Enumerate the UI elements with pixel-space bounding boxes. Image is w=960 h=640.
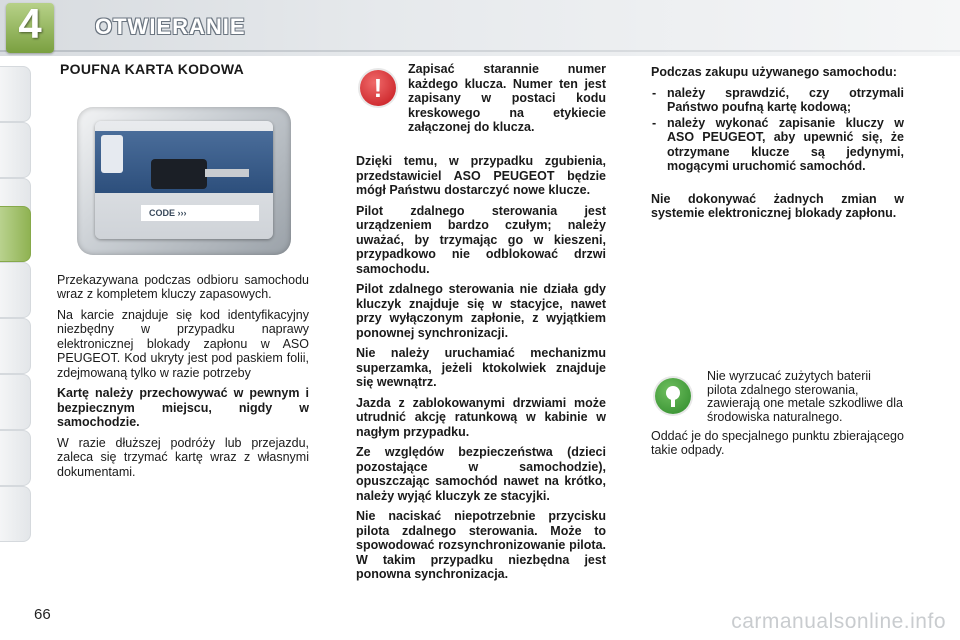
page-header	[0, 0, 960, 56]
paragraph: Nie należy uruchamiać mechanizmu superzamka, jeżeli ktokolwiek znajduje się wewnątrz.	[356, 346, 606, 389]
key-fob-icon	[151, 159, 207, 189]
note-text: Nie dokonywać żadnych zmian w systemie elektronicznej blokady zapłonu.	[651, 191, 904, 220]
environment-note	[651, 370, 904, 457]
list-item: - należy wykonać zapisanie kluczy w ASO PEUGEOT, aby upewnić się, że otrzymane klucze są jedynymi, mogącymi uruchomić samochód.	[651, 116, 904, 174]
page-number: 66	[34, 606, 51, 623]
paragraph: Nie naciskać niepotrzebnie przycisku pilota zdalnego sterowania. Może to spowodować rozsynchronizowanie pilota. W takim przypadku niezbędna jest ponowna synchronizacja.	[356, 509, 606, 581]
chapter-tab-6[interactable]	[0, 318, 31, 374]
chapter-tab-8[interactable]	[0, 430, 31, 486]
column-right	[651, 62, 904, 227]
intro-text: Podczas zakupu używanego samochodu:	[651, 65, 897, 79]
chapter-tab-2[interactable]	[0, 122, 31, 178]
chapter-title: OTWIERANIE	[95, 14, 246, 39]
warning-text: Zapisać starannie numer każdego klucza. Numer ten jest zapisany w postaci kodu kreskowego na etykiecie załączonej do klucza.	[408, 62, 606, 134]
warning-block	[356, 62, 606, 140]
paragraph: Dzięki temu, w przypadku zgubienia, przedstawiciel ASO PEUGEOT będzie mógł Państwu dostarczyć nowe klucze.	[356, 154, 606, 197]
code-card	[95, 121, 273, 239]
paragraph: Pilot zdalnego sterowania nie działa gdy kluczyk znajduje się w stacyjce, nawet przy wyłączonym zapłonie, z wyjątkiem ponownej synchronizacji.	[356, 282, 606, 340]
paragraph: Ze względów bezpieczeństwa (dzieci pozostające w samochodzie), opuszczając samochód nawet na krótko, należy wyjąć kluczyk ze stacyjki.	[356, 445, 606, 503]
watermark: carmanualsonline.info	[731, 610, 946, 633]
peugeot-logo-icon	[101, 135, 123, 173]
chapter-tab-1[interactable]	[0, 66, 31, 122]
chapter-tabs	[0, 66, 34, 576]
header-rule	[0, 50, 960, 52]
section-title: POUFNA KARTA KODOWA	[60, 61, 245, 77]
key-blade-icon	[205, 169, 249, 177]
code-label: CODE ›››	[141, 205, 259, 221]
column-left	[57, 62, 309, 485]
eco-text-2: Oddać je do specjalnego punktu zbierającego takie odpady.	[651, 429, 904, 457]
paragraph: Pilot zdalnego sterowania jest urządzeniem bardzo czułym; należy uważać, by trzymając go w kieszeni, przypadkowo nie odblokować drzwi samochodu.	[356, 203, 606, 276]
chapter-tab-7[interactable]	[0, 374, 31, 430]
chapter-number: 4	[18, 0, 42, 47]
tree-icon	[655, 378, 691, 414]
warning-icon: !	[360, 70, 396, 106]
paragraph: Na karcie znajduje się kod identyfikacyjny niezbędny w przypadku naprawy elektronicznej blokady zapłonu w ASO PEUGEOT. Kod ukryty jest pod paskiem folii, zdejmowaną tylko w razie potrzeby	[57, 307, 309, 380]
card-band	[95, 131, 273, 193]
paragraph: W razie dłuższej podróży lub przejazdu, zaleca się trzymać kartę wraz z własnymi dokumentami.	[57, 435, 309, 479]
eco-text: Nie wyrzucać zużytych baterii pilota zdalnego sterowania, zawierają one metale szkodliwe dla środowiska naturalnego.	[707, 369, 903, 424]
bold-paragraph: Kartę należy przechowywać w pewnym i bezpiecznym miejscu, nigdy w samochodzie.	[57, 386, 309, 429]
paragraph: Jazda z zablokowanymi drzwiami może utrudnić akcję ratunkową w kabinie w nagłym przypadku.	[356, 395, 606, 439]
chapter-tab-4-active[interactable]	[0, 206, 31, 262]
code-card-illustration	[77, 107, 291, 255]
checklist	[651, 86, 904, 174]
list-item: - należy sprawdzić, czy otrzymali Państwo poufną kartę kodową;	[651, 86, 904, 115]
paragraph: Przekazywana podczas odbioru samochodu wraz z kompletem kluczy zapasowych.	[57, 272, 309, 301]
column-middle	[356, 62, 606, 588]
chapter-tab-9[interactable]	[0, 486, 31, 542]
chapter-tab-5[interactable]	[0, 262, 31, 318]
